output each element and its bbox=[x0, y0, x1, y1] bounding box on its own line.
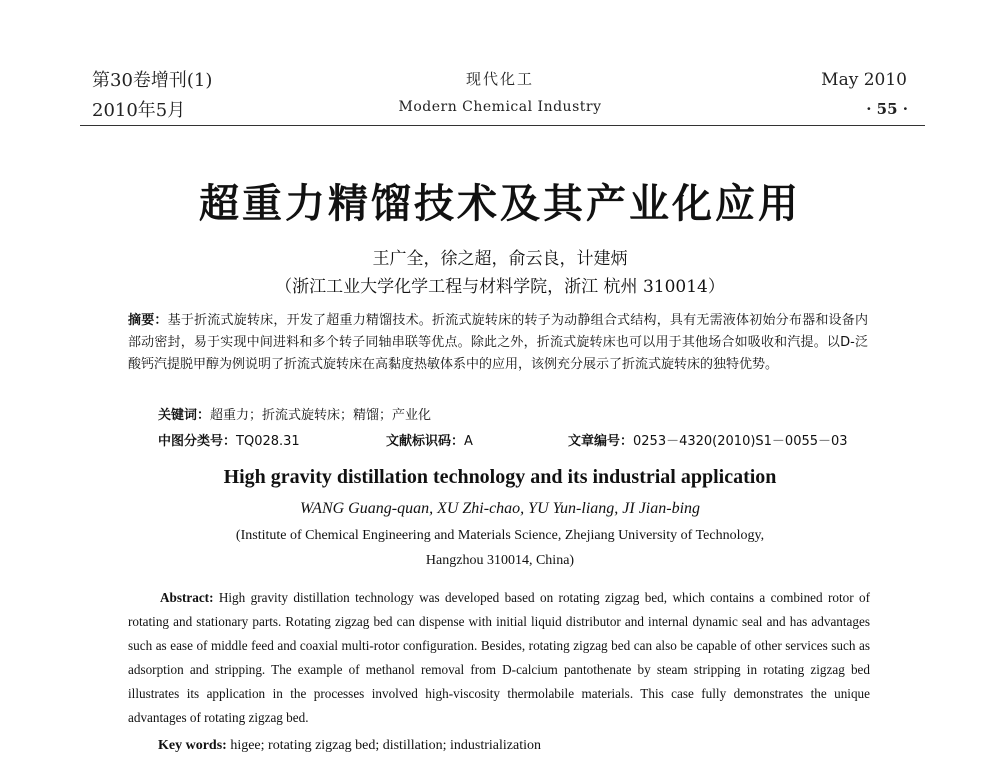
authors-cn: 王广全，徐之超，俞云良，计建炳 bbox=[372, 249, 628, 269]
article-number-label: 文章编号： bbox=[568, 434, 634, 449]
article-number bbox=[568, 430, 848, 449]
abstract-cn-label: 摘要： bbox=[128, 313, 168, 328]
affiliation-en-line2: Hangzhou 310014, China) bbox=[425, 553, 575, 568]
abstract-cn-text: 基于折流式旋转床，开发了超重力精馏技术。折流式旋转床的转子为动静组合式结构，具有无需液体初始分布器和设备内部动密封，易于实现中间进料和多个转子同轴串联等优点。除此之外，折流式旋转床也可以用于其他场合如吸收和汽提。以D-泛酸钙汽提脱甲醇为例说明了折流式旋转床在高黏度热敏体系中的应用，该例充分展示了折流式旋转床的独特优势。 bbox=[128, 313, 868, 372]
clc-label: 中图分类号： bbox=[158, 434, 237, 449]
affiliation-cn: （浙江工业大学化学工程与材料学院，浙江 杭州 310014） bbox=[275, 277, 725, 297]
issue-date-cn: 2010年5月 bbox=[92, 100, 186, 121]
clc-value: TQ028.31 bbox=[236, 434, 300, 449]
keywords-cn bbox=[158, 404, 431, 423]
abstract-en bbox=[128, 586, 870, 730]
volume-label: 第30卷增刊(1) bbox=[92, 70, 213, 91]
keywords-en-text: higee; rotating zigzag bed; distillation; industrialization bbox=[230, 738, 541, 753]
keywords-en-label: Key words: bbox=[158, 738, 227, 753]
journal-name-en: Modern Chemical Industry bbox=[398, 99, 602, 115]
article-number-value: 0253－4320(2010)S1－0055－03 bbox=[633, 434, 848, 449]
document-code bbox=[386, 430, 473, 449]
document-code-label: 文献标识码： bbox=[386, 434, 465, 449]
header-rule bbox=[80, 125, 925, 126]
keywords-cn-label: 关键词： bbox=[158, 408, 211, 423]
abstract-cn bbox=[128, 310, 868, 376]
document-code-value: A bbox=[464, 434, 473, 449]
affiliation-en-line1: (Institute of Chemical Engineering and Materials Science, Zhejiang University of Technology, bbox=[235, 528, 765, 543]
journal-name-cn: 现代化工 bbox=[465, 70, 534, 88]
issue-date-en: May 2010 bbox=[821, 70, 907, 90]
page-number: · 55 · bbox=[866, 100, 908, 118]
keywords-cn-text: 超重力；折流式旋转床；精馏；产业化 bbox=[210, 408, 432, 423]
abstract-en-text: High gravity distillation technology was developed based on rotating zigzag bed, which contains a combined rotor of rotating and stationary parts. Rotating zigzag bed can dispense with initial liquid distributor and internal dynamic seal and has advantages such as ease of middle feed and coaxial multi-rotor configuration. Besides, rotating zigzag bed can also be capable of other services such as adsorption and stripping. The example of methanol removal from D-calcium pantothenate by steam stripping in rotating zigzag bed illustrates its application in the processes involved high-viscosity thermolabile materials. This case fully demonstrates the unique advantages of rotating zigzag bed. bbox=[128, 590, 871, 725]
keywords-en bbox=[158, 738, 541, 754]
article-title-en: High gravity distillation technology and its industrial application bbox=[223, 466, 777, 488]
clc-number bbox=[158, 430, 300, 449]
authors-en: WANG Guang-quan, XU Zhi-chao, YU Yun-liang, JI Jian-bing bbox=[299, 500, 701, 517]
article-title-cn: 超重力精馏技术及其产业化应用 bbox=[199, 181, 801, 227]
abstract-en-label: Abstract: bbox=[160, 590, 214, 605]
